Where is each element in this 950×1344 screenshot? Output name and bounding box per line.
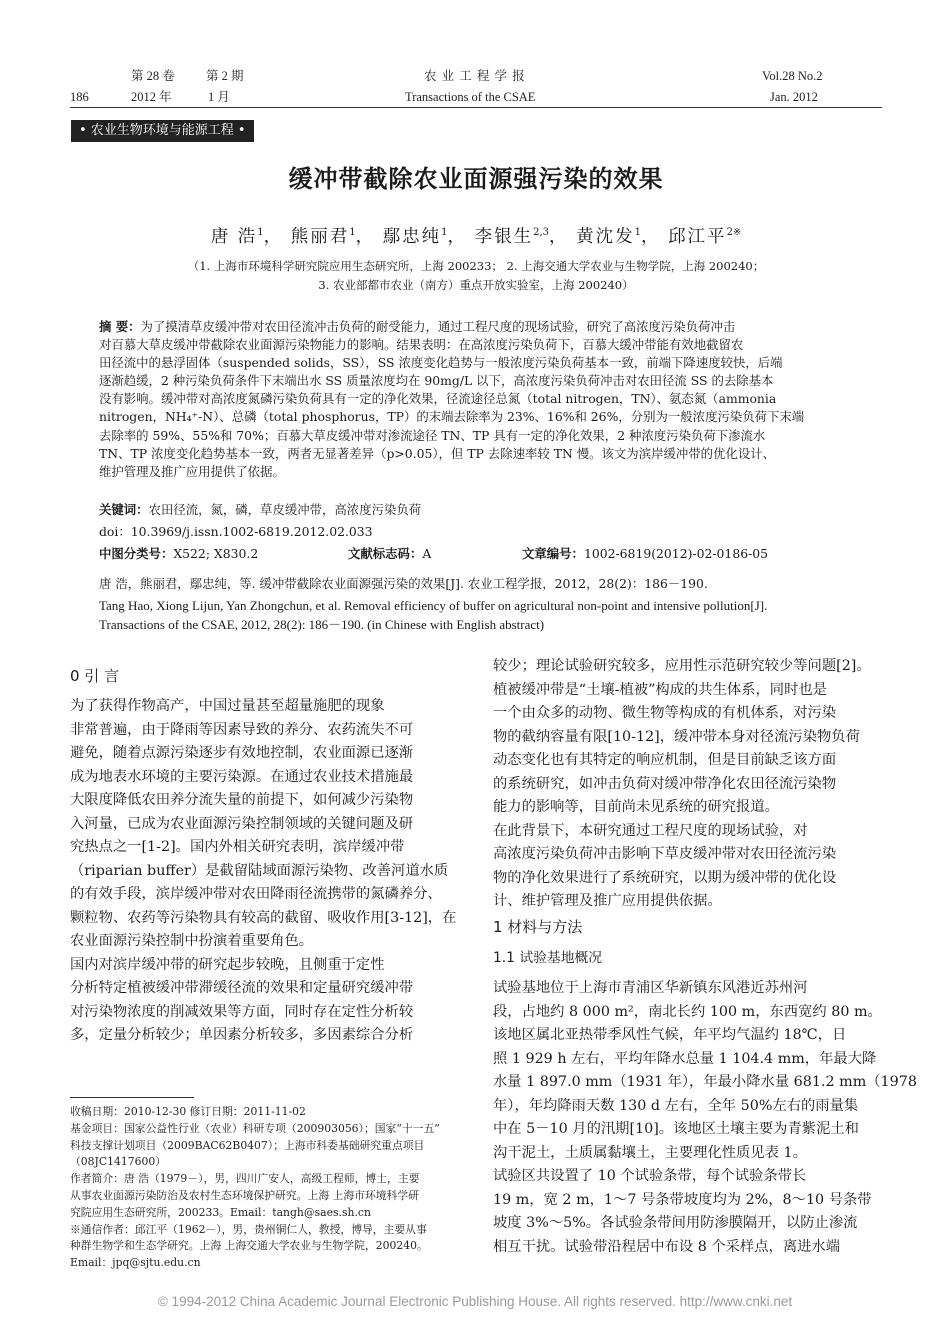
body-text-line: 试验区共设置了 10 个试验条带，每个试验条带长 [493,1168,807,1184]
footnote-line: （08JC1417600） [70,1155,167,1169]
body-text-line: 沟干泥土，土质属黏壤土，主要理化性质见表 1。 [493,1144,807,1161]
author-name: 邱江平 [668,226,727,247]
body-text-line: 颗粒物、农药等污染物具有较高的截留、吸收作用[3-12]，在 [70,909,457,926]
body-text-line: 入河量，已成为农业面源污染控制领域的关键问题及研 [70,815,414,832]
body-text-line: 成为地表水环境的主要污染源。在通过农业技术措施最 [70,768,414,785]
abstract-line: 摘 要：为了摸清草皮缓冲带对农田径流冲击负荷的耐受能力，通过工程尺度的现场试验，研究了高浓度污染负荷冲击 [99,319,736,334]
abstract-label: 摘 要： [99,319,141,334]
footnote-line: 收稿日期：2010-12-30 修订日期：2011-11-02 [70,1105,306,1118]
author-affil-mark: 2,3 [533,227,550,238]
abstract-line: nitrogen，NH₄⁺-N）、总磷（total phosphorus，TP）的末端去除率为 23%、16%和 26%，分别为一般浓度污染负荷下末端 [99,409,805,425]
header-issue: 第 2 期 [206,69,244,83]
body-text-line: 的有效手段，滨岸缓冲带对农田降雨径流携带的氮磷养分、 [70,886,442,902]
header-journal-en: Transactions of the CSAE [405,90,536,104]
body-text-line: 多，定量分析较少；单因素分析较多，多因素综合分析 [70,1027,414,1043]
body-text-line: 植被缓冲带是“土壤-植被”构成的共生体系，同时也是 [493,681,827,698]
abstract-line: 没有影响。缓冲带对高浓度氮磷污染负荷具有一定的净化效果，径流途径总氮（total nitrogen，TN）、氨态氮（ammonia [99,391,777,407]
abstract-line: 维护管理及推广应用提供了依据。 [99,463,285,479]
body-text-line: 分析特定植被缓冲带滞缓径流的效果和定量研究缓冲带 [70,980,414,996]
abstract [99,318,854,481]
body-text-line: 物的截纳容量有限[10-12]，缓冲带本身对径流污染物负荷 [493,728,860,745]
author-name: 熊丽君 [290,226,350,247]
header-month: 1 月 [208,90,230,104]
author-name: 鄢忠纯 [382,226,442,247]
footnote-line: 种群生物学和生态学研究。上海 上海交通大学农业与生物学院，200240。 [70,1239,428,1253]
body-text-line: 对污染物浓度的削减效果等方面，同时存在定性分析较 [70,1003,414,1020]
citation-cn: 唐 浩，熊丽君，鄢忠纯，等. 缓冲带截除农业面源强污染的效果[J]. 农业工程学报，2012，28(2)：186－190. [99,576,708,591]
body-text-line: 计、维护管理及推广应用提供依据。 [493,893,722,909]
abstract-line: 逐渐趋缓，2 种污染负荷条件下末端出水 SS 质量浓度均在 90mg/L 以下，高浓度污染负荷冲击对农田径流 SS 的去除基本 [99,373,774,389]
section-heading-methods: 1 材料与方法 [493,918,583,936]
header-volume-en: Vol.28 No.2 [762,69,823,83]
footnote-line: 从事农业面源污染防治及农村生态环境保护研究。上海 上海市环境科学研 [70,1189,419,1202]
clc-number: 中图分类号：X522; X830.2 [99,546,259,561]
affiliation-line: 3. 农业部都市农业（南方）重点开放实验室，上海 200240） [318,278,634,292]
body-text-line: 该地区属北亚热带季风性气候，年平均气温约 18℃，日 [493,1027,847,1043]
body-text-line: 避免，随着点源污染逐步有效地控制，农业面源已逐渐 [70,745,414,761]
body-text-line: 为了获得作物高产，中国过量甚至超量施肥的现象 [70,698,385,714]
author-name: 唐 浩 [210,226,258,247]
footnote-line: Email：jpq@sjtu.edu.cn [70,1256,201,1270]
author-affil-mark: 1 [441,227,448,238]
document-code: 文献标志码：A [348,546,432,561]
body-text-line: 照 1 929 h 左右，平均年降水总量 1 104.4 mm，年最大降 [493,1050,877,1067]
body-text-line: 非常普遍，由于降雨等因素导致的养分、农药流失不可 [70,721,414,738]
footnote-line: 基金项目：国家公益性行业（农业）科研专项（200903056）；国家“十一五” [70,1121,440,1135]
body-text-line: 物的净化效果进行了系统研究，以期为缓冲带的优化设 [493,869,837,886]
author-name: 黄沈发 [576,226,635,247]
body-text-line: 国内对滨岸缓冲带的研究起步较晚，且侧重于定性 [70,956,385,973]
author-affil-mark: 1 [349,227,356,238]
header-date-en: Jan. 2012 [770,90,818,104]
body-text-line: 中在 5－10 月的汛期[10]。该地区土壤主要为青紫泥土和 [493,1121,859,1137]
footnote-line: 究院应用生态研究所，200233。Email：tangh@saes.sh.cn [70,1205,371,1219]
body-text-line: 段，占地约 8 000 m²，南北长约 100 m，东西宽约 80 m。 [493,1003,882,1020]
footnote-rule [70,1097,194,1098]
body-text-line: 坡度 3%～5%。各试验条带间用防渗膜隔开，以防止渗流 [493,1215,858,1231]
author-affil-mark: 2※ [726,227,742,238]
body-text-line: 大限度降低农田养分流失量的前提下，如何减少污染物 [70,792,414,808]
body-text-line: 较少；理论试验研究较多，应用性示范研究较少等问题[2]。 [493,658,871,674]
author-list: 唐 浩$^1$， 熊丽君$^1$， 鄢忠纯$^1$， 李银生$^{2,3}$， 黄沈发$^1$， 邱江平$^{2※}$ [210,226,742,247]
citation-en: Tang Hao, Xiong Lijun, Yan Zhongchun, et al. Removal efficiency of buffer on agricultural non-point and intensive pollution[J]. [99,598,768,613]
keywords [99,501,421,519]
abstract-line: 去除率的 59%、55%和 70%；百慕大草皮缓冲带对渗流途径 TN、TP 具有一定的净化效果，2 种浓度污染负荷下渗流水 [99,427,766,443]
abstract-line: 田径流中的悬浮固体（suspended solids，SS），SS 浓度变化趋势与一般浓度污染负荷基本一致，前端下降速度较快，后端 [99,355,783,371]
abstract-line: 对百慕大草皮缓冲带截除农业面源污染物能力的影响。结果表明：在高浓度污染负荷下，百慕大缓冲带能有效地截留农 [99,337,744,353]
body-text-line: 水量 1 897.0 mm（1931 年），年最小降水量 681.2 mm（1978 [493,1074,917,1090]
body-text-line: 年），年均降雨天数 130 d 左右，全年 50%左右的雨量集 [493,1097,859,1114]
footnote-line: 作者简介：唐 浩（1979－），男，四川广安人，高级工程师，博士，主要 [70,1172,420,1186]
body-text-line: 农业面源污染控制中扮演着重要角色。 [70,933,314,949]
body-text-line: 试验基地位于上海市青浦区华新镇东风港近苏州河 [493,980,808,996]
category-tag: • 农业生物环境与能源工程 • [71,120,254,142]
section-heading-intro: 0 引 言 [70,667,120,685]
footnote-line: ※通信作者：邱江平（1962－），男，贵州铜仁人，教授，博导，主要从事 [70,1222,427,1236]
header-page-number: 186 [70,90,89,104]
author-name: 李银生 [474,226,534,247]
header-year: 2012 年 [131,90,172,104]
header-journal-cn: 农 业 工 程 学 报 [424,69,526,83]
body-text-line: 动态变化也有其特定的响应机制，但是目前缺乏该方面 [493,752,837,768]
header-rule [70,107,882,108]
citation-en: Transactions of the CSAE, 2012, 28(2): 186－190. (in Chinese with English abstract) [99,617,545,632]
article-number: 文章编号：1002-6819(2012)-02-0186-05 [522,546,769,561]
body-text-line: 在此背景下，本研究通过工程尺度的现场试验，对 [493,822,808,839]
body-text-line: 能力的影响等，目前尚未见系统的研究报道。 [493,799,779,815]
body-text-line: 高浓度污染负荷冲击影响下草皮缓冲带对农田径流污染 [493,846,837,862]
doi: doi：10.3969/j.issn.1002-6819.2012.02.033 [99,524,373,539]
body-text-line: 19 m，宽 2 m，1～7 号条带坡度均为 2%，8～10 号条带 [493,1191,872,1208]
abstract-line: TN、TP 浓度变化趋势基本一致，两者无显著差异（p>0.05），但 TP 去除速率较 TN 慢。该文为滨岸缓冲带的优化设计、 [99,445,775,461]
body-text-line: 相互干扰。试验带沿程居中布设 8 个采样点，离进水端 [493,1238,841,1255]
body-text-line: 一个由众多的动物、微生物等构成的有机体系，对污染 [493,705,837,721]
copyright-footer: © 1994-2012 China Academic Journal Electronic Publishing House. All rights reserved. http://www.cnki.net [157,1294,793,1309]
paper-title: 缓冲带截除农业面源强污染的效果 [288,165,664,193]
author-affil-mark: 1 [634,227,641,238]
body-text-line: （riparian buffer）是截留陆域面源污染物、改善河道水质 [70,862,449,879]
header-volume: 第 28 卷 [131,69,175,83]
keywords-label: 关键词： [99,502,149,517]
body-text-line: 的系统研究，如冲击负荷对缓冲带净化农田径流污染物 [493,775,837,792]
body-text-line: 究热点之一[1-2]。国内外相关研究表明，滨岸缓冲带 [70,839,405,855]
keywords-text: 农田径流，氮，磷，草皮缓冲带，高浓度污染负荷 [148,502,422,517]
author-affil-mark: 1 [257,227,264,238]
footnote-line: 科技支撑计划项目（2009BAC62B0407）；上海市科委基础研究重点项目 [70,1138,425,1152]
subsection-heading-site: 1.1 试验基地概况 [493,950,603,966]
affiliation-line: （1. 上海市环境科学研究院应用生态研究所，上海 200233； 2. 上海交通大学农业与生物学院，上海 200240； [187,259,765,273]
